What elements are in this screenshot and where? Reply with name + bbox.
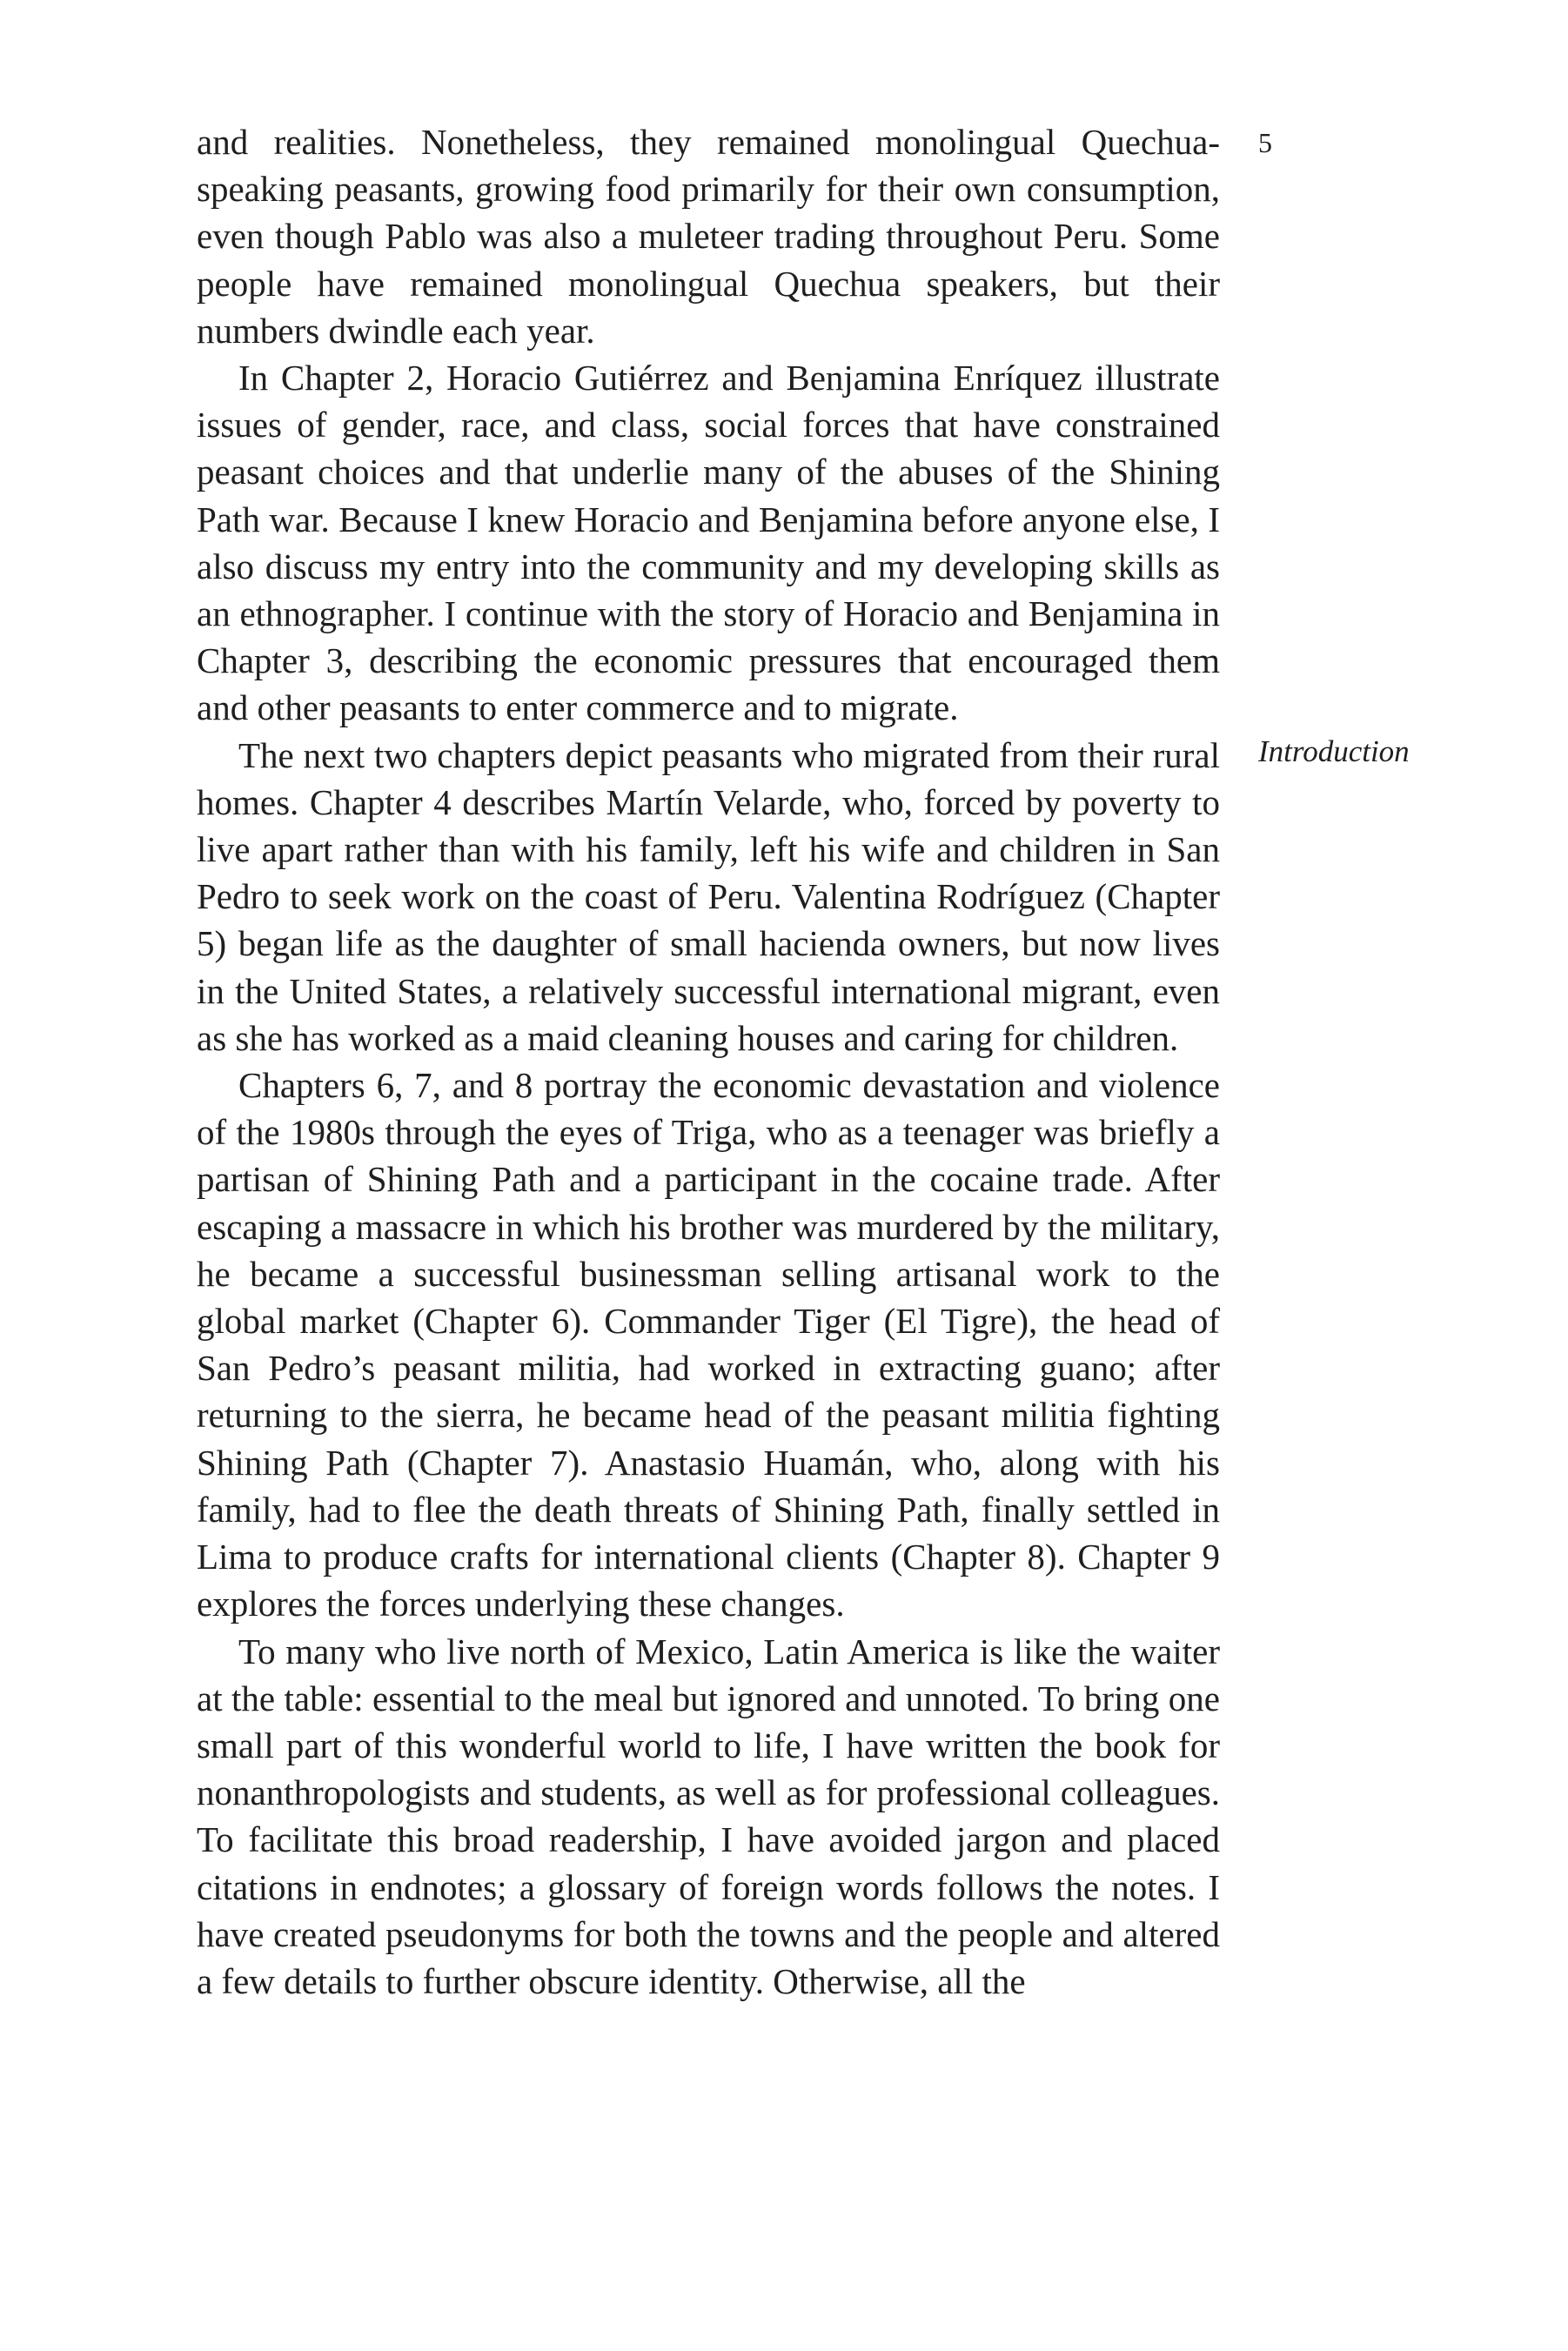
paragraph-chapters-4-5: The next two chapters depict peasants who migrated from their rural homes. Chapter 4 describes Martín Velarde, who, forced by poverty to live apart rather than with his family, left his wife and children in San Pedro to seek work on the coast of Peru. Valentina Rodríguez (Chapter 5) began life as the daughter of small hacienda owners, but now lives in the United States, a relatively successful international migrant, even as she has worked as a maid cleaning houses and caring for children. [197, 734, 1220, 1058]
paragraph-continuation: and realities. Nonetheless, they remained monolingual Quechua-speaking peasants, growing food primarily for their own consumption, even though Pablo was also a muleteer trading throughout Peru. Some people have remained monolingual Quechua speakers, but their numbers dwindle each year. [197, 122, 1220, 351]
paragraph-chapters-6-9: Chapters 6, 7, and 8 portray the economic devastation and violence of the 1980s through the eyes of Triga, who as a teenager was briefly a partisan of Shining Path and a participant in the cocaine trade. After escaping a massacre in which his brother was murdered by the military, he became a successful businessman selling artisanal work to the global market (Chapter 6). Commander Tiger (El Tigre), the head of San Pedro’s peasant militia, had worked in extracting guano; after returning to the sierra, he became head of the peasant militia fighting Shining Path (Chapter 7). Anastasio Huamán, who, along with his family, had to flee the death threats of Shining Path, finally settled in Lima to produce crafts for international clients (Chapter 8). Chapter 9 explores the forces underlying these changes. [197, 1065, 1220, 1624]
running-head: Introduction [1258, 734, 1410, 768]
paragraph-readership: To many who live north of Mexico, Latin America is like the waiter at the table: essential to the meal but ignored and unnoted. To bring one small part of this wonderful world to life, I have written the book for nonanthropologists and students, as well as for professional colleagues. To facilitate this broad readership, I have avoided jargon and placed citations in endnotes; a glossary of foreign words follows the notes. I have created pseudonyms for both the towns and the people and altered a few details to further obscure identity. Otherwise, all the [197, 1631, 1220, 2001]
body-text [197, 118, 1220, 2005]
page-number: 5 [1258, 127, 1272, 158]
paragraph-chapters-2-3: In Chapter 2, Horacio Gutiérrez and Benjamina Enríquez illustrate issues of gender, race, and class, social forces that have constrained peasant choices and that underlie many of the abuses of the Shining Path war. Because I knew Horacio and Benjamina before anyone else, I also discuss my entry into the community and my developing skills as an ethnographer. I continue with the story of Horacio and Benjamina in Chapter 3, describing the economic pressures that encouraged them and other peasants to enter commerce and to migrate. [197, 358, 1220, 728]
